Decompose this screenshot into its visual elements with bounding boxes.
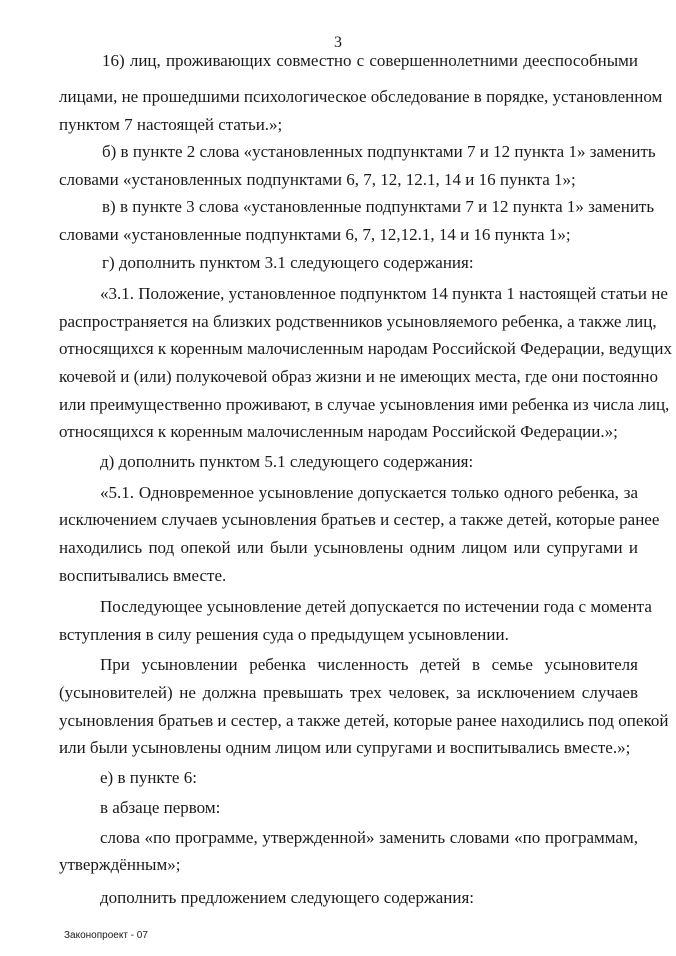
text-line: распространяется на близких родственников усыновляемого ребенка, а также лиц,: [59, 312, 657, 331]
text-line: словами «установленных подпунктами 6, 7, 12, 12.1, 14 и 16 пункта 1»;: [59, 170, 576, 189]
text-line: относящихся к коренным малочисленным народам Российской Федерации, ведущих: [59, 339, 672, 358]
text-line: дополнить предложением следующего содержания:: [100, 888, 474, 907]
text-line: «3.1. Положение, установленное подпунктом 14 пункта 1 настоящей статьи не: [100, 284, 668, 303]
text-line: относящихся к коренным малочисленным народам Российской Федерации.»;: [59, 422, 618, 441]
footer-label: Законопроект - 07: [64, 930, 148, 941]
text-line: Последующее усыновление детей допускается по истечении года с момента: [100, 597, 652, 616]
text-line: исключением случаев усыновления братьев и сестер, а также детей, которые ранее: [59, 510, 660, 529]
text-line: вступления в силу решения суда о предыдущем усыновлении.: [59, 625, 509, 644]
page-number: 3: [334, 34, 342, 51]
text-line: При усыновлении ребенка численность детей в семье усыновителя: [100, 655, 638, 674]
text-line: усыновления братьев и сестер, а также детей, которые ранее находились под опекой: [59, 711, 669, 730]
text-line: воспитывались вместе.: [59, 566, 227, 585]
text-line: словами «установленные подпунктами 6, 7, 12,12.1, 14 и 16 пункта 1»;: [59, 225, 571, 244]
text-line: утверждённым»;: [59, 855, 181, 874]
text-line: кочевой и (или) полукочевой образ жизни и не имеющих места, где они постоянно: [59, 367, 658, 386]
text-line: (усыновителей) не должна превышать трех человек, за исключением случаев: [59, 683, 638, 702]
text-line: слова «по программе, утвержденной» заменить словами «по программам,: [100, 828, 638, 847]
text-line: «5.1. Одновременное усыновление допускается только одного ребенка, за: [100, 483, 638, 502]
text-line: пунктом 7 настоящей статьи.»;: [59, 115, 283, 134]
text-line: б) в пункте 2 слова «установленных подпунктами 7 и 12 пункта 1» заменить: [102, 142, 656, 161]
text-line: г) дополнить пунктом 3.1 следующего содержания:: [102, 253, 474, 272]
text-line: в абзаце первом:: [100, 798, 221, 817]
text-line: находились под опекой или были усыновлены одним лицом или супругами и: [59, 538, 638, 557]
text-line: в) в пункте 3 слова «установленные подпунктами 7 и 12 пункта 1» заменить: [102, 197, 655, 216]
text-line: 16) лиц, проживающих совместно с совершеннолетними дееспособными: [102, 51, 638, 70]
text-line: или преимущественно проживают, в случае усыновления ими ребенка из числа лиц,: [59, 395, 670, 414]
text-line: е) в пункте 6:: [100, 768, 197, 787]
text-line: или были усыновлены одним лицом или супругами и воспитывались вместе.»;: [59, 738, 631, 757]
text-line: лицами, не прошедшими психологическое обследование в порядке, установленном: [59, 87, 663, 106]
text-line: д) дополнить пунктом 5.1 следующего содержания:: [100, 452, 474, 471]
